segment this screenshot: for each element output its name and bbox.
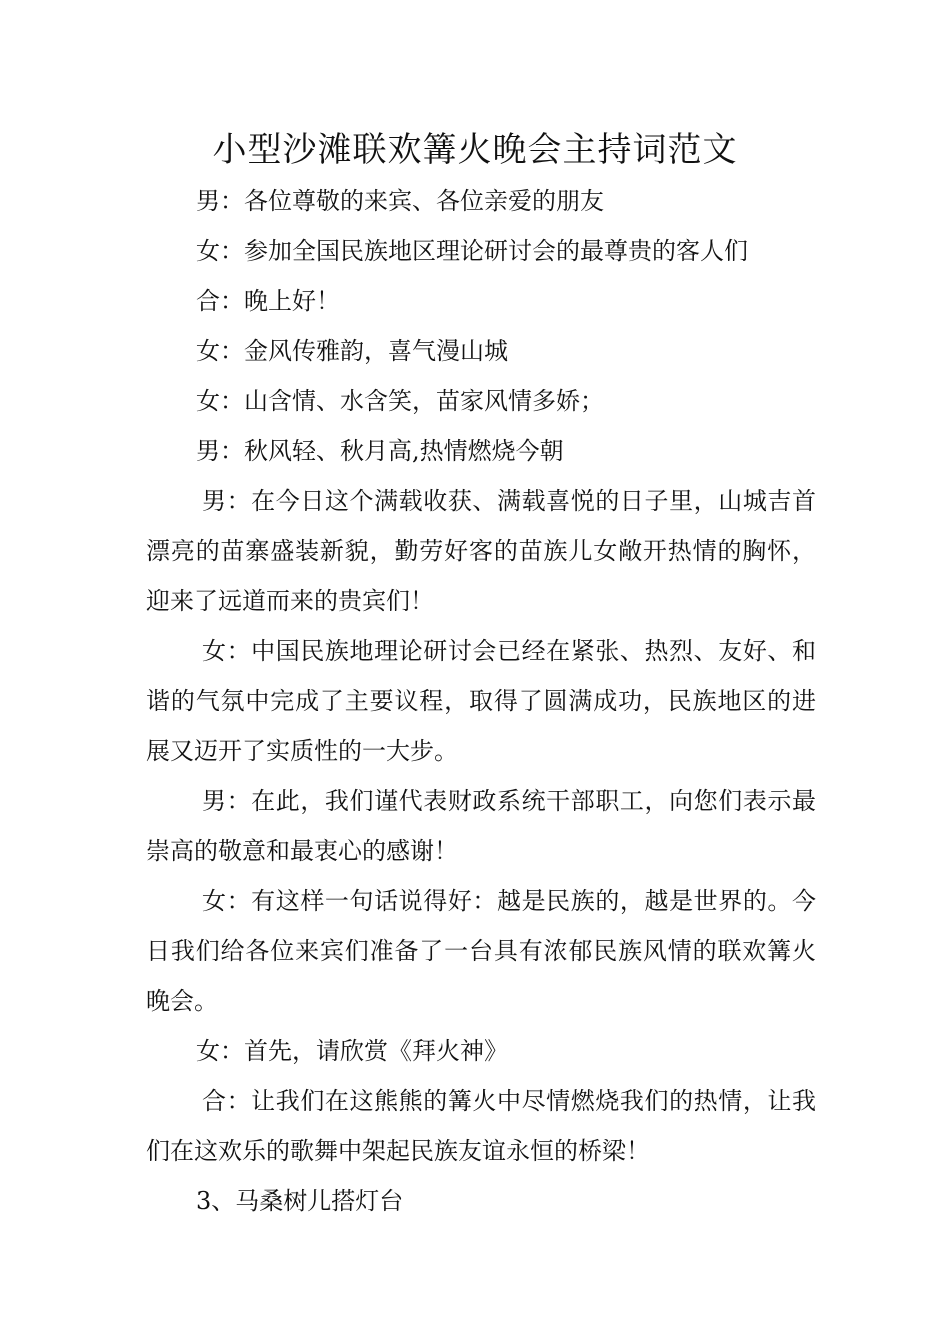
document-body [146,176,816,1226]
dialogue-line: 女：参加全国民族地区理论研讨会的最尊贵的客人们 [196,237,748,265]
dialogue-line: 女：首先，请欣赏《拜火神》 [196,1037,508,1065]
dialogue-line: 合：晚上好！ [196,287,340,315]
document-title: 小型沙滩联欢篝火晚会主持词范文 [212,130,738,170]
dialogue-line: 男：秋风轻、秋月高,热情燃烧今朝 [196,437,564,465]
dialogue-line: 女：山含情、水含笑，苗家风情多娇； [196,387,604,415]
dialogue-paragraph: 男：在此，我们谨代表财政系统干部职工，向您们表示最崇高的敬意和最衷心的感谢！ [146,787,816,865]
dialogue-paragraph: 合：让我们在这熊熊的篝火中尽情燃烧我们的热情，让我们在这欢乐的歌舞中架起民族友谊永恒的桥梁！ [146,1087,816,1165]
dialogue-line: 男：各位尊敬的来宾、各位亲爱的朋友 [196,187,604,215]
dialogue-paragraph: 男：在今日这个满载收获、满载喜悦的日子里，山城吉首漂亮的苗寨盛装新貌，勤劳好客的苗族儿女敞开热情的胸怀，迎来了远道而来的贵宾们！ [146,487,816,615]
dialogue-paragraph: 女：中国民族地理论研讨会已经在紧张、热烈、友好、和谐的气氛中完成了主要议程，取得了圆满成功，民族地区的进展又迈开了实质性的一大步。 [146,637,816,765]
program-item: 3、马桑树儿搭灯台 [196,1187,404,1215]
dialogue-line: 女：金风传雅韵，喜气漫山城 [196,337,508,365]
dialogue-paragraph: 女：有这样一句话说得好：越是民族的，越是世界的。今日我们给各位来宾们准备了一台具有浓郁民族风情的联欢篝火晚会。 [146,887,816,1015]
